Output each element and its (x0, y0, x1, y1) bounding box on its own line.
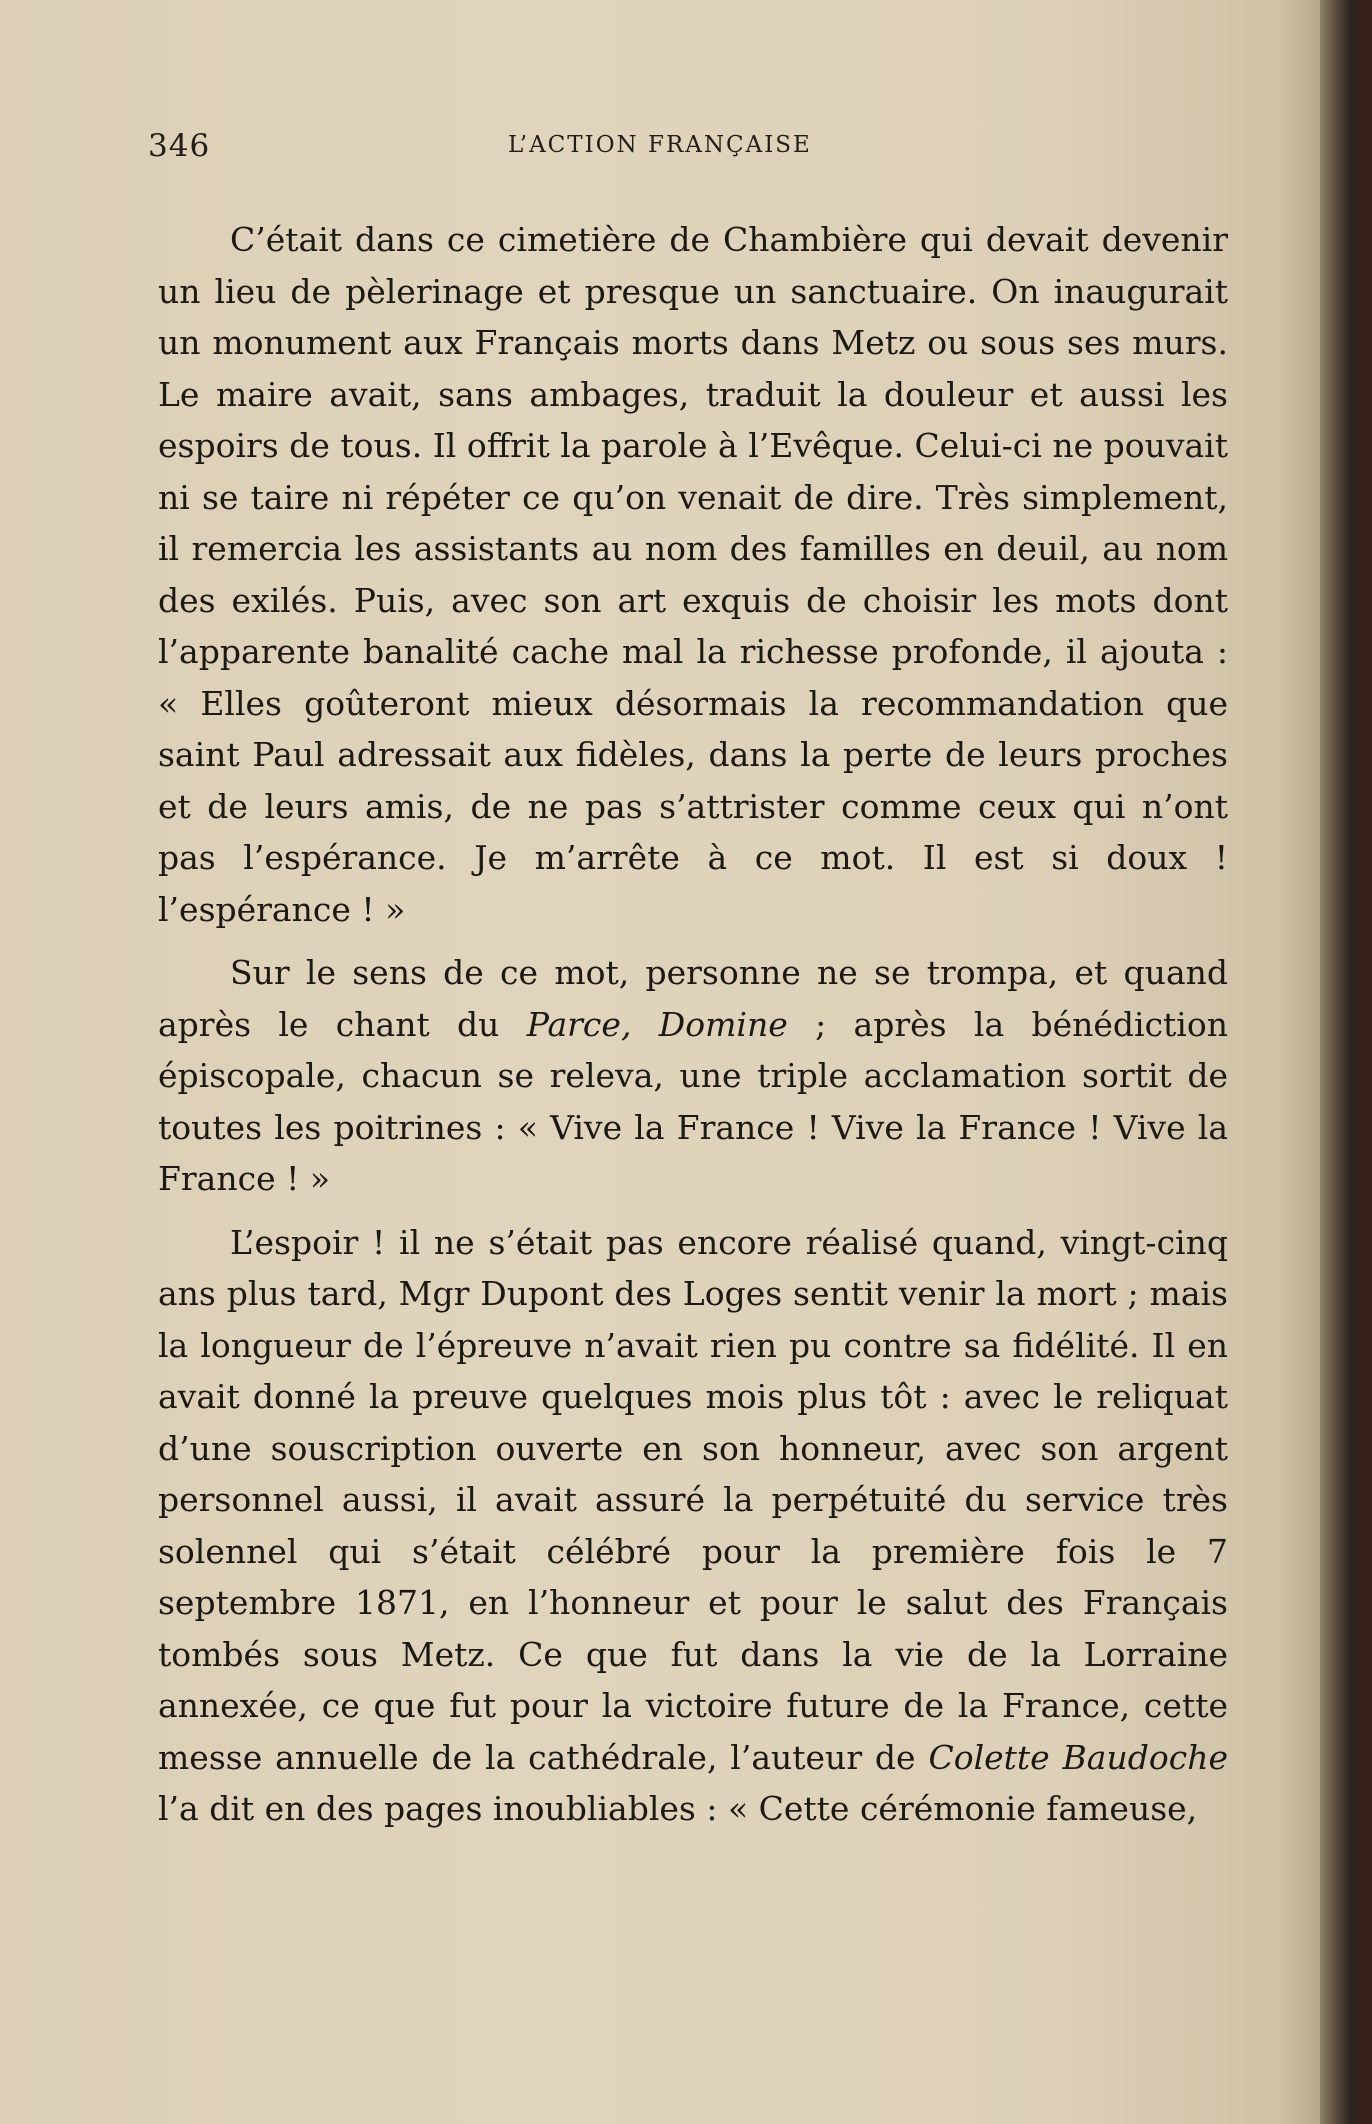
running-title: L’ACTION FRANÇAISE (508, 132, 812, 158)
page-number: 346 (148, 128, 211, 164)
paragraph-3-italic-title: Colette Baudoche (928, 1737, 1228, 1777)
paragraph-2 (158, 947, 1228, 1205)
paragraph-3-text-b: l’a dit en des pages inoubliables : « Cette cérémonie fameuse, (158, 1789, 1198, 1828)
paragraph-1-text: C’était dans ce cimetière de Chambière qui devait devenir un lieu de pèlerinage et presque un sanctuaire. On inaugurait un monument aux Français morts dans Metz ou sous ses murs. Le maire avait, sans ambages, traduit la douleur et aussi les espoirs de tous. Il offrit la parole à l’Evêque. Celui-ci ne pouvait ni se taire ni répéter ce qu’on venait de dire. Très simplement, il remercia les assistants au nom des familles en deuil, au nom des exilés. Puis, avec son art exquis de choisir les mots dont l’apparente banalité cache mal la richesse profonde, il ajouta : « Elles goûteront mieux désormais la recommandation que saint Paul adressait aux fidèles, dans la perte de leurs proches et de leurs amis, de ne pas s’attrister comme ceux qui n’ont pas l’espérance. Je m’arrête à ce mot. Il est si doux ! l’espérance ! » (158, 220, 1228, 929)
paragraph-2-text-b: ; après la bénédiction épiscopale, chacun se releva, une triple acclamation sortit de toutes les poitrines : « Vive la France ! Vive la France ! Vive la France ! » (158, 1004, 1228, 1198)
page-edge-shadow (1320, 0, 1372, 2124)
paragraph-3-text-a: L’espoir ! il ne s’était pas encore réalisé quand, vingt-cinq ans plus tard, Mgr Dupont des Loges sentit venir la mort ; mais la longueur de l’épreuve n’avait rien pu contre sa fidélité. Il en avait donné la preuve quelques mois plus tôt : avec le reliquat d’une souscription ouverte en son honneur, avec son argent personnel aussi, il avait assuré la perpétuité du service très solennel qui s’était célébré pour la première fois le 7 septembre 1871, en l’honneur et pour le salut des Français tombés sous Metz. Ce que fut dans la vie de la Lorraine annexée, ce que fut pour la victoire future de la France, cette messe annuelle de la cathédrale, l’auteur de (158, 1222, 1228, 1777)
paragraph-2-italic-title: Parce, Domine (526, 1004, 788, 1044)
paragraph-2-text-a: Sur le sens de ce mot, personne ne se trompa, et quand après le chant du (158, 953, 1228, 1044)
body-text (158, 214, 1228, 1847)
paragraph-1 (158, 214, 1228, 935)
page-header (148, 128, 1248, 168)
paragraph-3 (158, 1217, 1228, 1835)
